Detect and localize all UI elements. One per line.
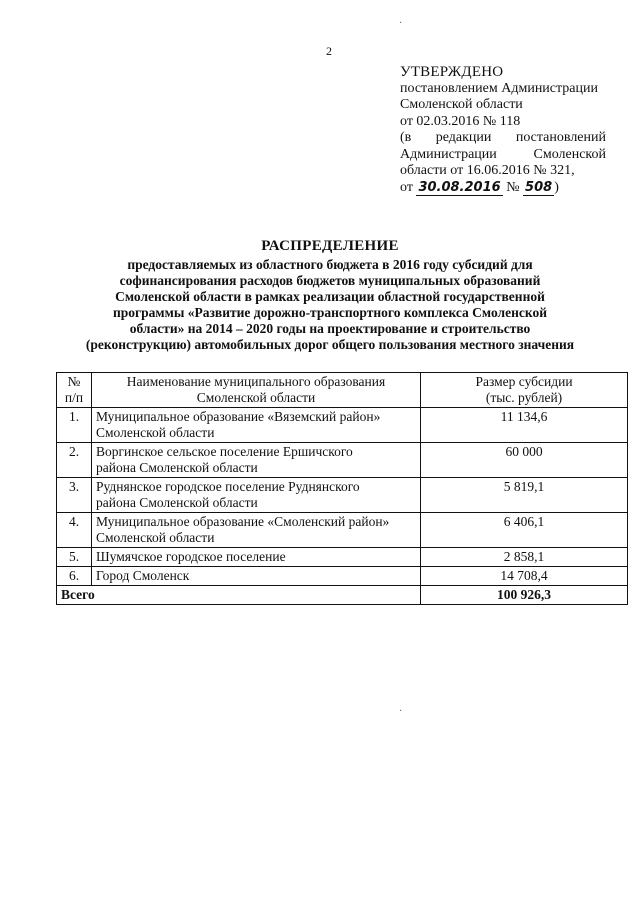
- table-header-row: [57, 373, 628, 408]
- table-row: [57, 513, 628, 548]
- header-name-line: Смоленской области: [196, 390, 316, 405]
- row-amount: 6 406,1: [421, 513, 628, 548]
- handwritten-number: 508: [525, 179, 553, 195]
- header-number-line: п/п: [64, 390, 84, 405]
- row-name: Город Смоленск: [92, 567, 421, 586]
- row-number: 6.: [57, 567, 92, 586]
- approval-line: (в редакции постановлений: [400, 130, 606, 145]
- row-amount: 5 819,1: [421, 478, 628, 513]
- row-name-line: Муниципальное образование «Смоленский район»: [96, 514, 390, 529]
- row-name-line: района Смоленской области: [96, 460, 258, 475]
- subtitle-line: предоставляемых из областного бюджета в 2016 году субсидий для: [127, 257, 533, 272]
- row-name: [92, 443, 421, 478]
- row-number: 3.: [57, 478, 92, 513]
- approval-line: Смоленской области: [400, 97, 523, 112]
- row-name-line: Руднянское городское поселение Руднянского: [96, 479, 360, 494]
- table-row: [57, 408, 628, 443]
- scan-artifact-dot: ·: [399, 706, 403, 717]
- header-name-line: Наименование муниципального образования: [126, 374, 386, 389]
- approval-line: от 02.03.2016 № 118: [400, 113, 521, 129]
- header-name: [92, 373, 421, 408]
- header-number: [57, 373, 92, 408]
- approval-heading: УТВЕРЖДЕНО: [400, 64, 504, 80]
- approval-from-prefix: от: [400, 179, 413, 195]
- closing-paren: ): [554, 179, 559, 195]
- header-amount: [421, 373, 628, 408]
- scan-artifact-dot: ·: [399, 18, 403, 29]
- row-name-line: Смоленской области: [96, 425, 215, 440]
- approval-line-handwritten: [400, 180, 606, 197]
- total-amount: 100 926,3: [421, 586, 628, 605]
- header-amount-line: (тыс. рублей): [485, 390, 563, 405]
- header-amount-line: Размер субсидии: [475, 374, 573, 389]
- header-number-line: №: [67, 374, 81, 389]
- approval-line: постановлением Администрации: [400, 80, 598, 96]
- row-name: [92, 408, 421, 443]
- row-amount: 14 708,4: [421, 567, 628, 586]
- row-number: 2.: [57, 443, 92, 478]
- row-name-line: Воргинское сельское поселение Ершичского: [96, 444, 353, 459]
- total-label: Всего: [57, 586, 421, 605]
- document-title: РАСПРЕДЕЛЕНИЕ: [261, 238, 399, 254]
- row-name: Шумячское городское поселение: [92, 548, 421, 567]
- row-number: 1.: [57, 408, 92, 443]
- row-name-line: района Смоленской области: [96, 495, 258, 510]
- page-number: 2: [326, 44, 332, 58]
- row-name-line: Муниципальное образование «Вяземский район»: [96, 409, 381, 424]
- row-name: [92, 478, 421, 513]
- subtitle-line: области» на 2014 – 2020 годы на проектирование и строительство: [129, 321, 531, 336]
- handwritten-date: 30.08.2016: [418, 179, 501, 195]
- subtitle-line: Смоленской области в рамках реализации областной государственной: [115, 289, 545, 304]
- subtitle-line: программы «Развитие дорожно-транспортного комплекса Смоленской: [113, 305, 547, 320]
- table-total-row: [57, 586, 628, 605]
- approval-line: Администрации Смоленской: [400, 146, 606, 162]
- table-row: [57, 443, 628, 478]
- table-row: [57, 548, 628, 567]
- approval-stamp-block: [400, 64, 606, 196]
- subtitle-line: софинансирования расходов бюджетов муниципальных образований: [119, 273, 541, 288]
- document-title-block: [40, 238, 620, 353]
- subtitle-line: (реконструкцию) автомобильных дорог общего пользования местного значения: [85, 337, 575, 352]
- row-amount: 11 134,6: [421, 408, 628, 443]
- row-number: 5.: [57, 548, 92, 567]
- approval-line: области от 16.06.2016 № 321,: [400, 163, 575, 178]
- document-subtitle: [40, 257, 620, 353]
- table-row: [57, 567, 628, 586]
- number-sign: №: [506, 179, 520, 195]
- row-name-line: Смоленской области: [96, 530, 215, 545]
- row-name: [92, 513, 421, 548]
- row-number: 4.: [57, 513, 92, 548]
- subsidy-table: [56, 372, 628, 605]
- row-amount: 2 858,1: [421, 548, 628, 567]
- row-amount: 60 000: [421, 443, 628, 478]
- table-row: [57, 478, 628, 513]
